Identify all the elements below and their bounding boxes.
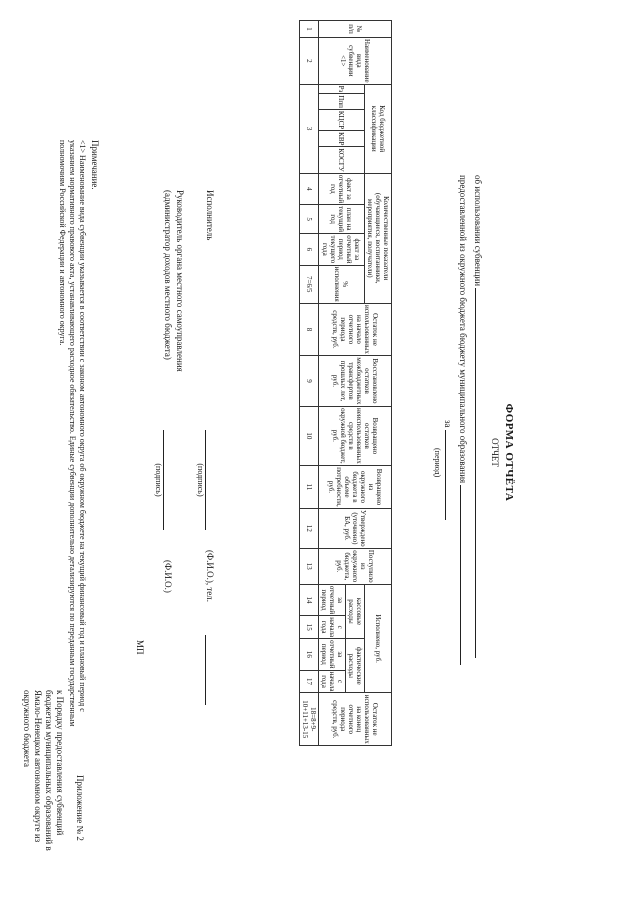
header-cell: Рз [319,84,365,94]
header-cell: фактические расходы [346,639,365,693]
column-number: 8 [300,303,319,355]
header-cell: КЦСР [319,109,365,130]
subvention-name-field [475,288,485,658]
stamp-label: МП [135,640,145,655]
column-number: 7=6/5 [300,265,319,303]
header-cell: с начала года [320,671,344,692]
executor-fio: (Ф.И.О.), тел. [205,550,215,603]
header-cell: Утверждено (уточнено) БА, руб. [319,508,392,548]
municipality-field [460,485,470,665]
for-label: за [443,420,453,428]
column-number: 5 [300,205,319,234]
report-line-1-text: об использовании субвенции [473,175,483,287]
column-number: 6 [300,234,319,266]
executor-label: Исполнитель [205,190,215,241]
note-line: полномочиям Российской Федерации и автономного округа. [58,140,67,346]
form-title: ФОРМА ОТЧЁТА [503,403,515,502]
column-number: 2 [300,38,319,85]
appendix-line: Ямало-Ненецком автономном округе из [33,690,43,843]
phone-field [205,635,207,705]
column-number: 3 [300,84,319,173]
column-number: 15 [300,616,319,639]
column-number: 12 [300,508,319,548]
note-line: <1> Наименование вида субвенции указывается в соответствии с законом автономного округа об окружном бюджете на текущий финансовый год и плановый период с [78,140,87,712]
column-number: 4 [300,173,319,204]
signature-hint: (подпись) [196,463,205,497]
column-number: 16 [300,639,319,670]
header-cell: Ппп [319,94,365,110]
report-line-2 [457,175,470,725]
appendix-line: окружного бюджета [22,690,32,767]
header-cell: % исполнения [319,265,365,303]
column-number: 1 [300,21,319,38]
header-cell: с начала года [320,617,344,638]
header-cell: за отчетный период [320,640,344,669]
header-cell: Поступило из окружного бюджета, руб. [319,548,392,584]
header-cell: Код бюджетной классификации [365,84,392,173]
column-number: 17 [300,670,319,693]
column-number: 10 [300,406,319,465]
header-cell: Количественные показатели (обучающиеся, воспитанники, мероприятия, получатели) [365,173,392,303]
header-cell: Исполнено, руб. [365,584,392,693]
column-number: 9 [300,356,319,407]
header-cell: Возвращено остатков неиспользованных средств в окружной бюджет, руб. [319,406,392,465]
header-cell: КВР [319,131,365,147]
period-line [442,420,455,520]
period-hint: (период) [433,448,442,478]
head-line-2: (администратор доходов местного бюджета) [163,190,173,360]
header-cell: № п/п [319,21,392,38]
header-cell: КОСГУ [319,147,365,173]
report-line-1 [472,175,485,725]
period-field [445,430,455,520]
appendix-title: Приложение № 2 [75,775,85,841]
column-number: 11 [300,466,319,509]
header-cell: план на текущий год [319,205,365,234]
header-cell: факт за отчетный период текущего года [319,234,365,266]
signature-hint: (подпись) [154,463,163,497]
header-cell: Наименование вида субвенции <1> [319,38,392,85]
column-number: 14 [300,584,319,615]
header-cell: Остаток не использованных на конец отчетного периода средств, руб. [319,693,392,746]
note-line: указанием нормативного правового акта, устанавливающего расходное обязательство. Единые субвенции дополнительно детализируются по переданным государственным [68,140,77,727]
report-table [299,20,392,746]
head-fio: (Ф.И.О.) [163,560,173,593]
appendix-line: бюджетам муниципальных образований в [44,690,54,851]
header-cell: Возвращено из окружного бюджета в объеме потребности, руб. [319,466,392,509]
executor-signature-line [195,430,207,530]
header-cell: за отчетный период [320,585,344,615]
header-cell: кассовые расходы [346,584,365,638]
note-text [57,140,87,880]
head-signature-line [153,430,165,530]
report-heading: ОТЧЕТ [490,438,500,467]
appendix-line: к Порядку предоставления субвенций [55,690,65,836]
head-line-1: Руководитель органа местного самоуправления [175,190,185,372]
column-number: 18=8+9-10+11+13-15 [300,693,319,746]
note-label: Примечание. [90,140,100,190]
header-cell: Остаток не использованных на начало отчетного периода средств, руб. [319,303,392,355]
column-number: 13 [300,548,319,584]
header-cell: факт за отчетный год [319,173,365,204]
report-line-2-text: предоставленной из окружного бюджета бюджету муниципального образования [458,175,468,484]
header-cell: Восстановлено остатков межбюджетных трансфертов прошлых лет, руб. [319,356,392,407]
